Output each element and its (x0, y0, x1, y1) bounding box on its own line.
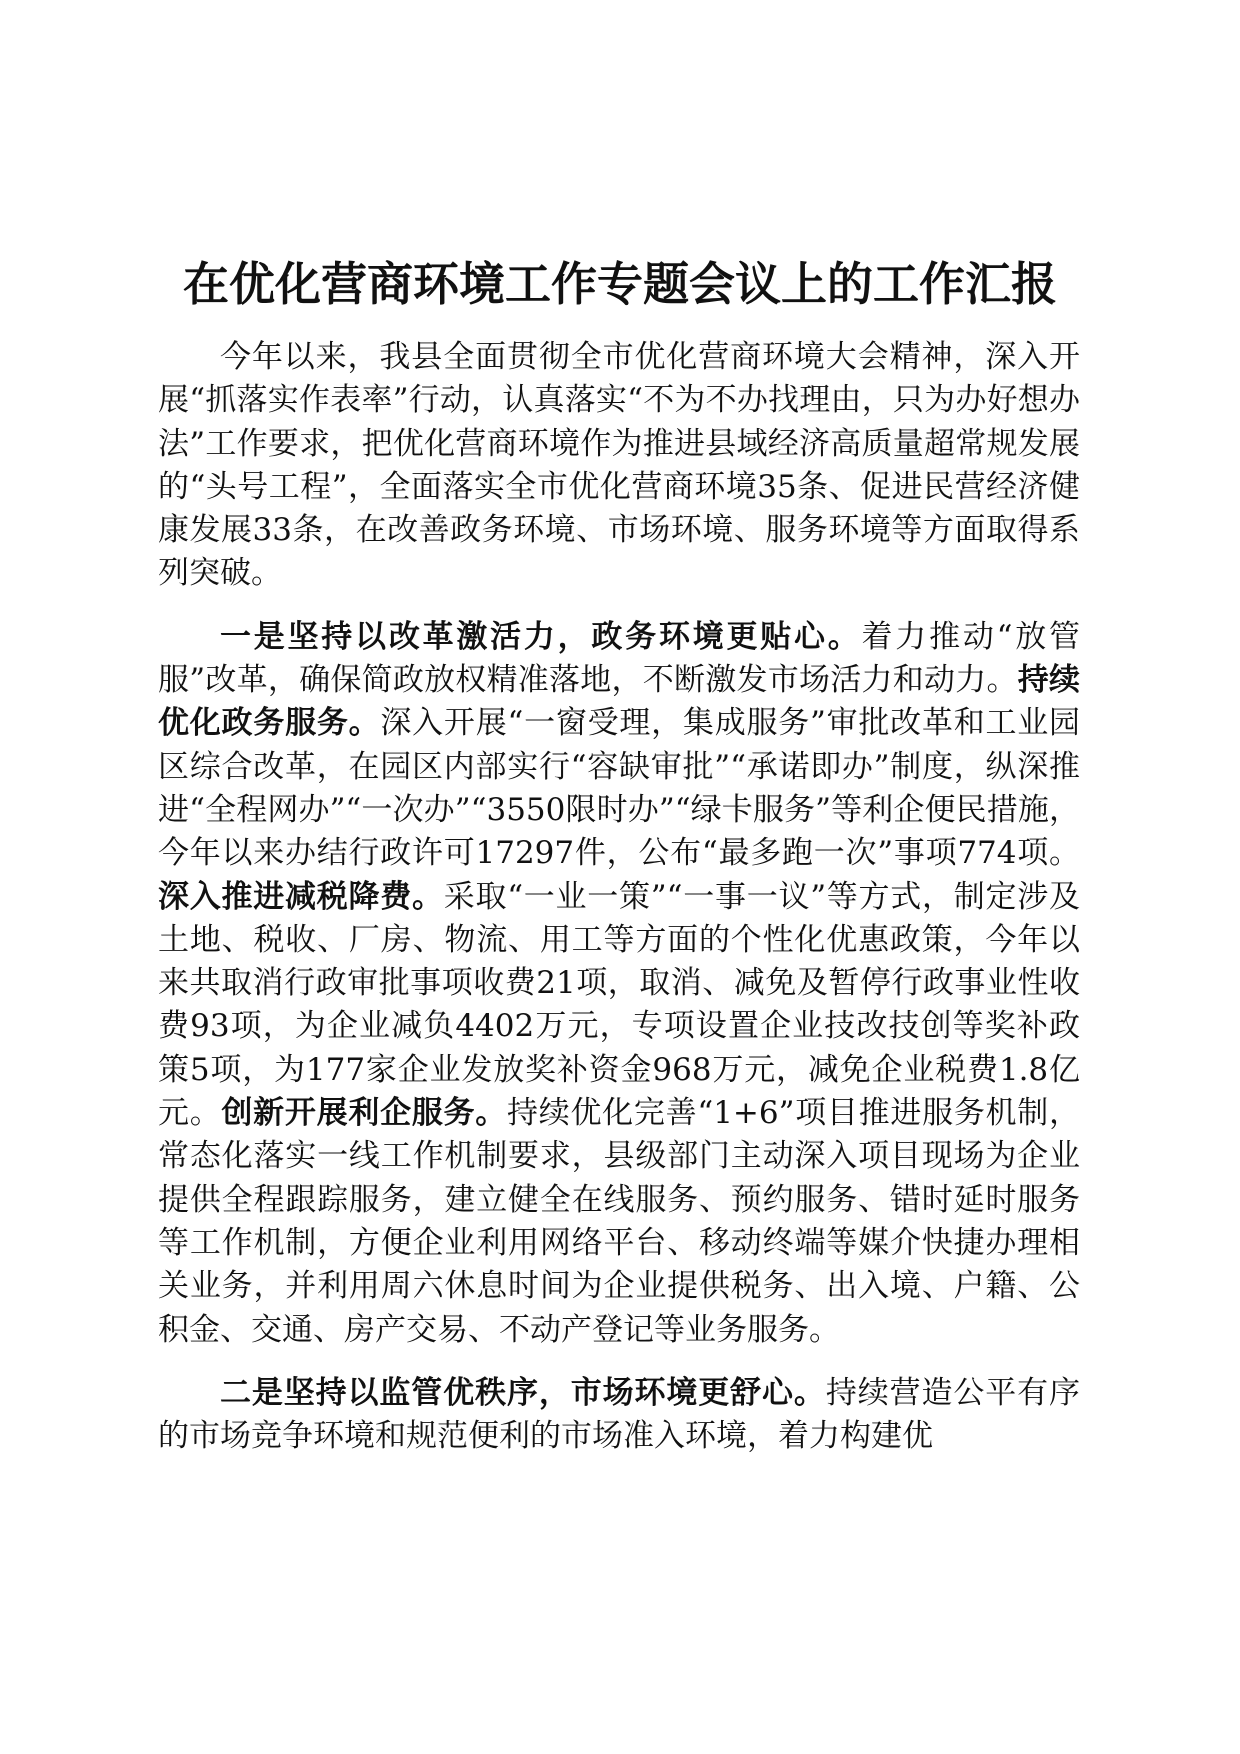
section-two-text: 持续营造公平有序的市场竞争环境和规范便利的市场准入环境，着力构建优 (158, 1374, 1081, 1455)
subheading-government-service: 持续优化政务服务。 (158, 662, 1080, 742)
enterprise-service-text: 持续优化完善“1+6”项目推进服务机制，常态化落实一线工作机制要求，县级部门主动深入项目现场为企业提供全程跟踪服务，建立健全在线服务、预约服务、错时延时服务等工作机制，方便企业利用网络平台、移动终端等媒介快捷办理相关业务，并利用周六休息时间为企业提供税务、出入境、户籍、公积金、交通、房产交易、不动产登记等业务服务。 (158, 1095, 1081, 1348)
document-body (158, 336, 1080, 1458)
intro-text: 今年以来，我县全面贯彻全市优化营商环境大会精神，深入开展“抓落实作表率”行动，认真落实“不为不办找理由，只为办好想办法”工作要求，把优化营商环境作为推进县域经济高质量超常规发展的“头号工程”，全面落实全市优化营商环境35条、促进民营经济健康发展33条，在改善政务环境、市场环境、服务环境等方面取得系列突破。 (158, 339, 1080, 592)
subheading-enterprise-service: 创新开展利企服务。 (221, 1095, 507, 1132)
document-title: 在优化营商环境工作专题会议上的工作汇报 (183, 257, 1057, 311)
paragraph-intro (158, 336, 1080, 596)
paragraph-government-environment (158, 616, 1080, 1352)
tax-reduction-text: 采取“一业一策”“一事一议”等方式，制定涉及土地、税收、厂房、物流、用工等方面的个性化优惠政策，今年以来共取消行政审批事项收费21项，取消、减免及暂停行政事业性收费93项，为企业减负4402万元，专项设置企业技改技创等奖补政策5项，为177家企业发放奖补资金968万元，减免企业税费1.8亿元。 (158, 878, 1081, 1132)
section-one-text: 着力推动“放管服”改革，确保简政放权精准落地，不断激发市场活力和动力。 (158, 618, 1080, 699)
section-heading-two: 二是坚持以监管优秩序，市场环境更舒心。 (220, 1374, 826, 1411)
section-heading-one: 一是坚持以改革激活力，政务环境更贴心。 (220, 618, 862, 655)
government-service-text: 深入开展“一窗受理，集成服务”审批改革和工业园区综合改革，在园区内部实行“容缺审批”“承诺即办”制度，纵深推进“全程网办”“一次办”“3550限时办”“绿卡服务”等利企便民措施，今年以来办结行政许可17297件，公布“最多跑一次”事项774项。 (158, 705, 1080, 872)
paragraph-market-environment (158, 1372, 1080, 1459)
subheading-tax-reduction: 深入推进减税降费。 (158, 878, 444, 915)
